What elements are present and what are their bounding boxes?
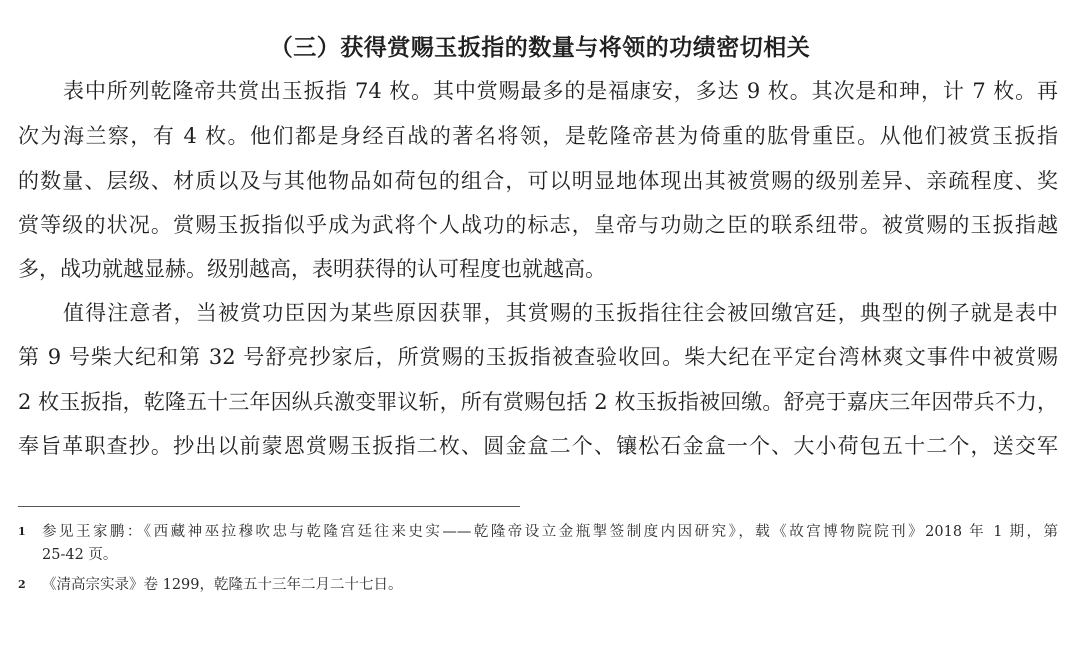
paragraph-line: 多，战功就越显赫。级别越高，表明获得的认可程度也就越高。 (18, 257, 606, 281)
footnote-text-line: 25-42 页。 (42, 547, 118, 563)
footnote-text-line: 《清高宗实录》卷 1299，乾隆五十三年二月二十七日。 (42, 577, 403, 593)
paragraph-line: 2 枚玉扳指，乾隆五十三年因纵兵激变罪议斩，所有赏赐包括 2 枚玉扳指被回缴。舒亮于嘉庆三年因带兵不力， (18, 390, 1058, 414)
paragraph-line: 的数量、层级、材质以及与其他物品如荷包的组合，可以明显地体现出其被赏赐的级别差异、亲疏程度、奖 (18, 169, 1058, 193)
paragraph-line: 次为海兰察，有 4 枚。他们都是身经百战的著名将领，是乾隆帝甚为倚重的肱骨重臣。从他们被赏玉扳指 (18, 124, 1058, 148)
paragraph-line: 赏等级的状况。赏赐玉扳指似乎成为武将个人战功的标志，皇帝与功勋之臣的联系纽带。被赏赐的玉扳指越 (18, 213, 1058, 237)
footnote-number: 2 (18, 578, 26, 591)
footnote-number: 1 (18, 525, 26, 538)
paragraph-line: 奉旨革职查抄。抄出以前蒙恩赏赐玉扳指二枚、圆金盒二个、镶松石金盒一个、大小荷包五十二个，送交军 (18, 434, 1058, 458)
paragraph-line: 值得注意者，当被赏功臣因为某些原因获罪，其赏赐的玉扳指往往会被回缴宫廷，典型的例子就是表中 (63, 301, 1058, 325)
paragraph-line: 第 9 号柴大纪和第 32 号舒亮抄家后，所赏赐的玉扳指被查验收回。柴大纪在平定台湾林爽文事件中被赏赐 (18, 345, 1058, 369)
paragraph-line: 表中所列乾隆帝共赏出玉扳指 74 枚。其中赏赐最多的是福康安，多达 9 枚。其次是和珅，计 7 枚。再 (63, 79, 1058, 103)
section-heading: （三）获得赏赐玉扳指的数量与将领的功绩密切相关 (269, 34, 811, 61)
footnote-divider (18, 506, 520, 507)
footnote-text-line: 参见王家鹏：《西藏神巫拉穆吹忠与乾隆宫廷往来史实——乾隆帝设立金瓶掣签制度内因研究》，载《故宫博物院院刊》2018 年 1 期，第 (42, 524, 1058, 540)
